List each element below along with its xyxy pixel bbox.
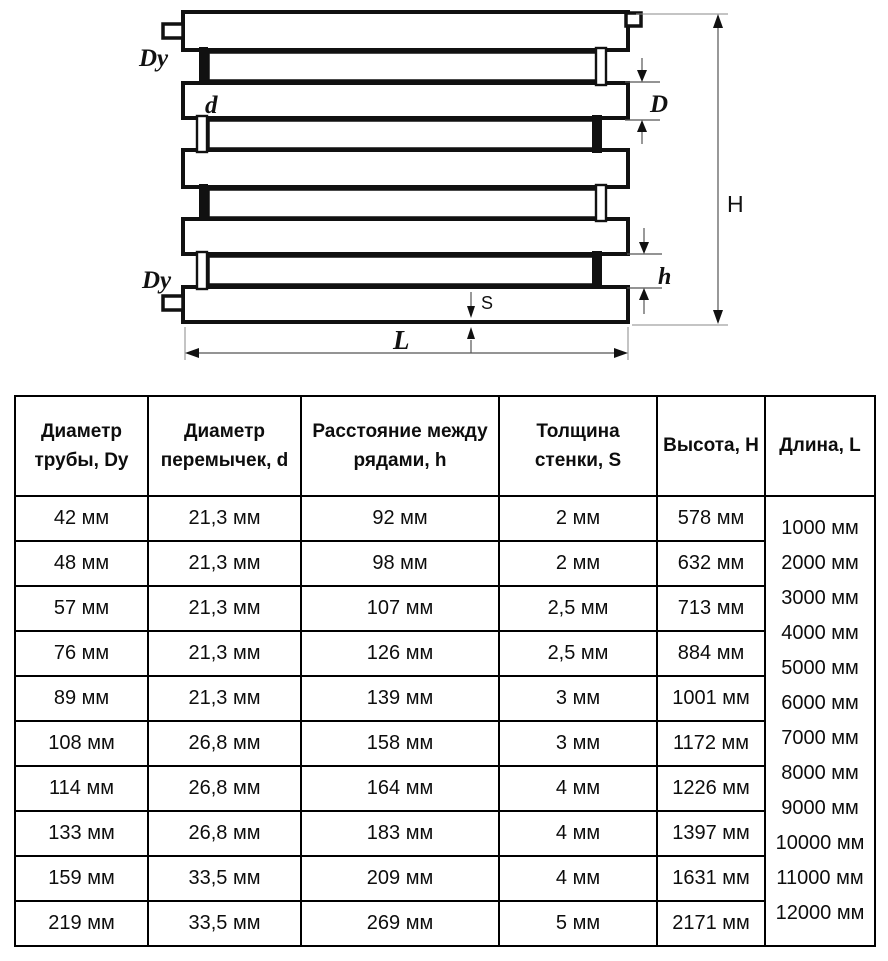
table-row [15,586,875,631]
pipe-row [183,219,628,254]
cell-h: 183 мм [301,811,499,856]
arrow-down-icon [637,70,647,82]
stub-top-left [163,24,183,38]
jumper [197,252,207,289]
cell-s: 2 мм [499,541,657,586]
cell-h: 92 мм [301,496,499,541]
length-item: 9000 мм [781,797,859,819]
cell-dy: 133 мм [15,811,148,856]
dimension-D [625,58,668,144]
length-item: 6000 мм [781,692,859,714]
stub-top-right [626,13,641,26]
pipe-row [208,189,598,218]
cell-s: 4 мм [499,856,657,901]
arrow-up-icon [637,120,647,132]
pipe-row [208,52,598,81]
pipe-row [183,150,628,187]
cell-h: 98 мм [301,541,499,586]
cell-height: 2171 мм [657,901,765,946]
header-row [15,396,875,496]
label-H: H [727,191,744,217]
length-item: 1000 мм [781,517,859,539]
jumper [596,185,606,221]
jumper [592,115,602,153]
cell-dy: 219 мм [15,901,148,946]
cell-h: 269 мм [301,901,499,946]
dimension-H [632,14,744,325]
cell-s: 5 мм [499,901,657,946]
cell-h: 164 мм [301,766,499,811]
length-item: 12000 мм [775,902,865,924]
cell-height: 1397 мм [657,811,765,856]
cell-s: 2,5 мм [499,586,657,631]
cell-h: 107 мм [301,586,499,631]
table-row [15,541,875,586]
cell-height: 1001 мм [657,676,765,721]
arrow-left-icon [185,348,199,358]
spec-table [14,395,876,947]
register-diagram [0,0,888,390]
cell-d: 21,3 мм [148,496,301,541]
pipe-row [208,256,598,285]
label-h: h [658,264,672,290]
cell-s: 3 мм [499,676,657,721]
cell-dy: 76 мм [15,631,148,676]
cell-dy: 42 мм [15,496,148,541]
cell-d: 21,3 мм [148,631,301,676]
cell-lengths [765,496,875,946]
length-item: 5000 мм [781,657,859,679]
length-item: 11000 мм [776,867,864,889]
length-item: 7000 мм [781,727,859,749]
jumper [596,48,606,85]
arrow-right-icon [614,348,628,358]
cell-s: 4 мм [499,811,657,856]
cell-d: 26,8 мм [148,766,301,811]
cell-height: 1631 мм [657,856,765,901]
pipe-row [208,120,598,149]
cell-s: 4 мм [499,766,657,811]
col-header-h: Расстояние между рядами, h [301,396,499,496]
label-S: S [481,293,494,313]
table-row [15,631,875,676]
pipe-row [183,83,628,118]
cell-h: 126 мм [301,631,499,676]
label-dy-bottom: Dy [142,267,172,294]
table-row [15,496,875,541]
dimension-h [627,228,671,314]
jumper [197,116,207,152]
length-item: 3000 мм [781,587,859,609]
cell-dy: 108 мм [15,721,148,766]
cell-height: 578 мм [657,496,765,541]
cell-d: 21,3 мм [148,541,301,586]
cell-d: 26,8 мм [148,721,301,766]
length-item: 10000 мм [775,832,865,854]
table-row [15,811,875,856]
col-header-d: Диаметр перемычек, d [148,396,301,496]
col-header-length: Длина, L [765,396,875,496]
cell-h: 209 мм [301,856,499,901]
arrow-up-icon [639,288,649,300]
label-dy-top: Dy [139,45,169,72]
cell-d: 33,5 мм [148,856,301,901]
col-header-dy: Диаметр трубы, Dy [15,396,148,496]
cell-s: 2,5 мм [499,631,657,676]
label-L: L [393,325,410,355]
cell-d: 21,3 мм [148,586,301,631]
arrow-down-icon [713,310,723,324]
cell-s: 2 мм [499,496,657,541]
arrow-up-icon [467,327,475,339]
cell-dy: 57 мм [15,586,148,631]
dimension-L [185,325,628,360]
cell-d: 33,5 мм [148,901,301,946]
table-row [15,766,875,811]
cell-height: 884 мм [657,631,765,676]
cell-dy: 114 мм [15,766,148,811]
cell-dy: 89 мм [15,676,148,721]
jumper [199,47,208,85]
jumper [199,184,208,221]
cell-height: 1172 мм [657,721,765,766]
col-header-height: Высота, H [657,396,765,496]
label-D: D [650,91,669,118]
cell-dy: 48 мм [15,541,148,586]
label-d: d [205,92,218,119]
cell-s: 3 мм [499,721,657,766]
pipe-row [183,12,628,50]
table-row [15,676,875,721]
length-item: 4000 мм [781,622,859,644]
table-row [15,901,875,946]
cell-h: 139 мм [301,676,499,721]
cell-d: 26,8 мм [148,811,301,856]
cell-height: 1226 мм [657,766,765,811]
col-header-s: Толщина стенки, S [499,396,657,496]
table-row [15,721,875,766]
cell-height: 713 мм [657,586,765,631]
cell-height: 632 мм [657,541,765,586]
cell-h: 158 мм [301,721,499,766]
cell-dy: 159 мм [15,856,148,901]
arrow-down-icon [639,242,649,254]
jumper [592,251,602,289]
arrow-up-icon [713,14,723,28]
length-item: 2000 мм [781,552,859,574]
table-row [15,856,875,901]
pipe-row [183,287,628,322]
length-item: 8000 мм [781,762,859,784]
cell-d: 21,3 мм [148,676,301,721]
stub-bottom-left [163,296,183,310]
